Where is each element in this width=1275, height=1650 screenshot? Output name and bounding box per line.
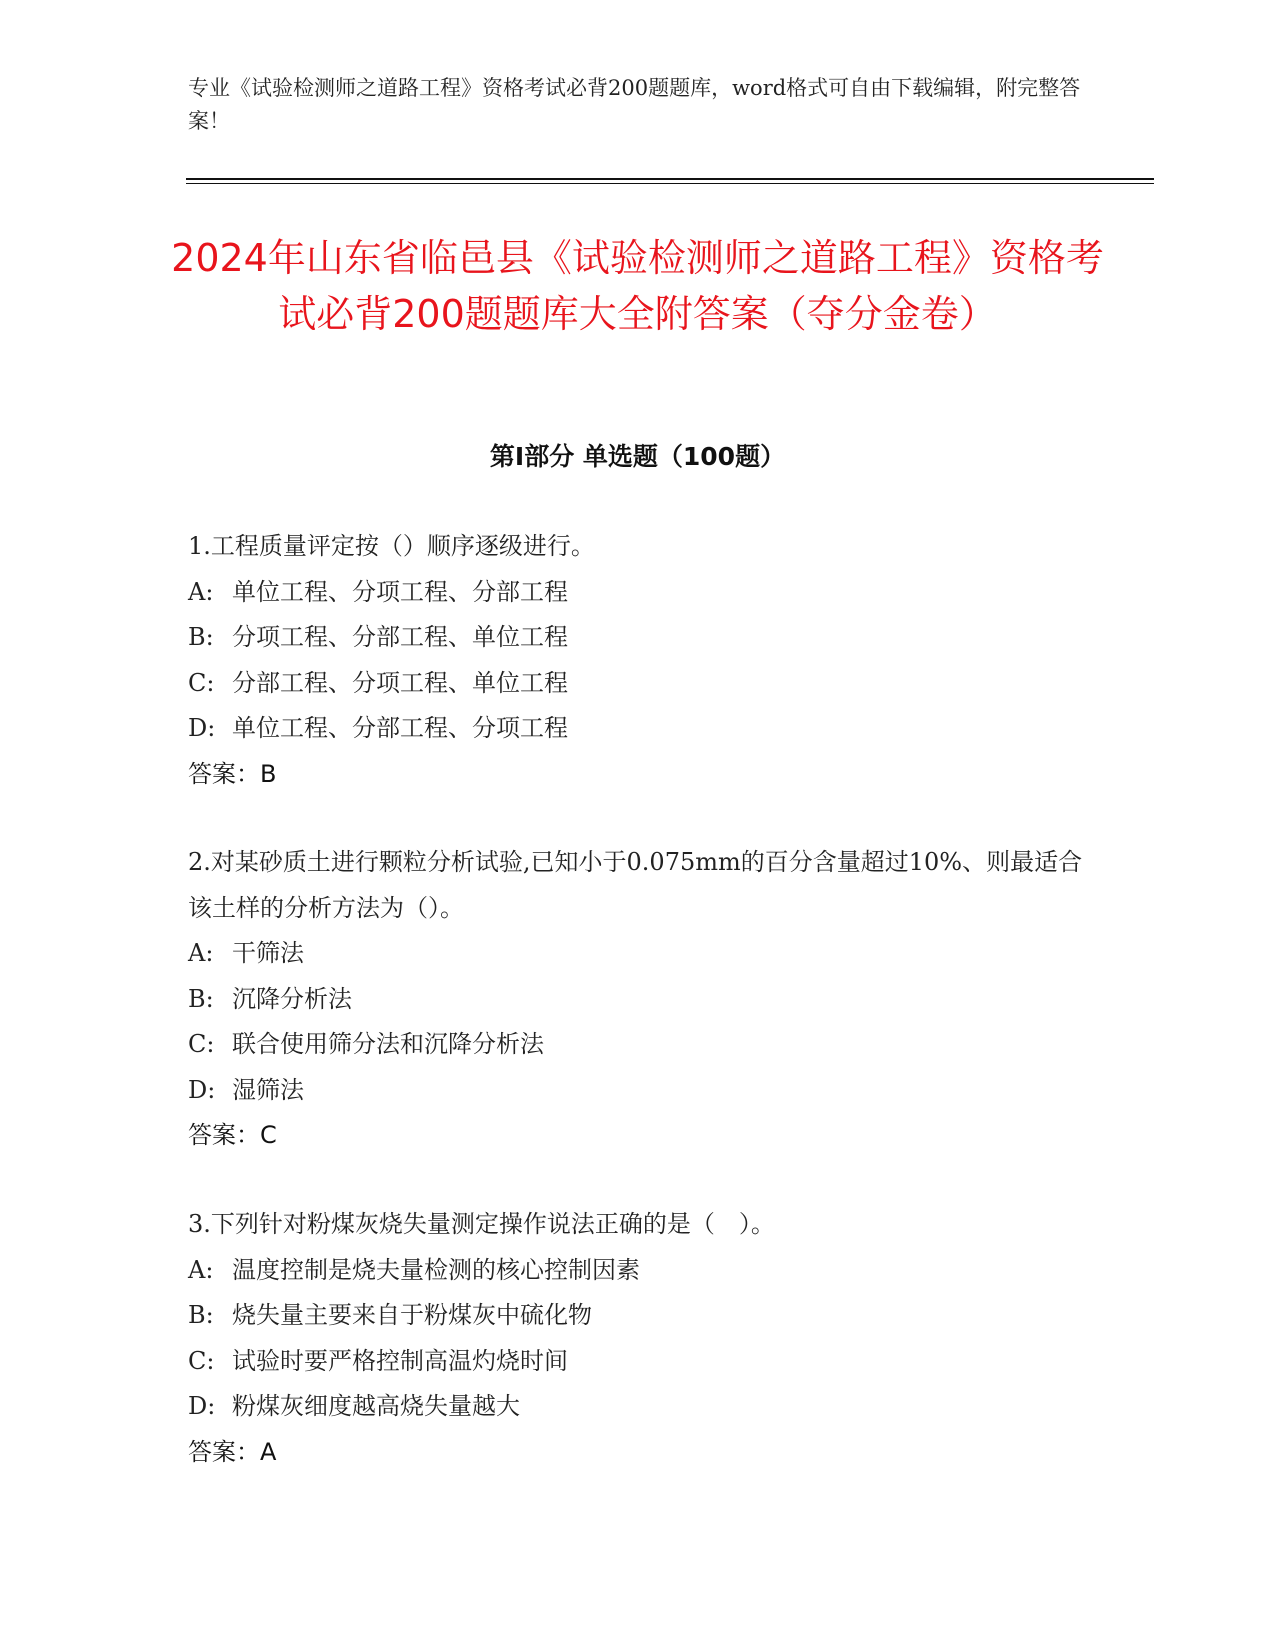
option-b: [188, 1293, 1088, 1339]
question-block: [188, 840, 1088, 1159]
option-text: 试验时要严格控制高温灼烧时间: [232, 1346, 568, 1375]
header-note: 专业《试验检测师之道路工程》资格考试必背200题题库，word格式可自由下载编辑，附完整答案！: [188, 76, 1081, 133]
header-divider-thin: [186, 183, 1154, 184]
answer-line: 答案：A: [188, 1437, 277, 1466]
question-stem: 1.工程质量评定按（）顺序逐级进行。: [188, 532, 595, 560]
option-letter: C:: [188, 1030, 215, 1058]
option-a: [188, 931, 1088, 977]
option-d: [188, 706, 1088, 752]
option-text: 温度控制是烧夫量检测的核心控制因素: [232, 1255, 640, 1284]
option-letter: A:: [188, 577, 214, 606]
header-divider-thick: [186, 178, 1154, 180]
question-stem: 2.对某砂质土进行颗粒分析试验,已知小于0.075mm的百分含量超过10%、则最适合该土样的分析方法为（）。: [188, 848, 1083, 922]
option-b: [188, 977, 1088, 1023]
option-a: [188, 1248, 1088, 1294]
option-c: [188, 1339, 1088, 1385]
option-letter: C:: [188, 1346, 215, 1375]
option-letter: B:: [188, 623, 214, 651]
option-c: [188, 661, 1088, 707]
question-block: [188, 1202, 1088, 1475]
option-d: [188, 1068, 1088, 1114]
section-title: 第Ⅰ部分 单选题（100题）: [489, 442, 786, 471]
option-letter: B:: [188, 1301, 214, 1329]
option-b: [188, 615, 1088, 661]
option-text: 沉降分析法: [232, 984, 352, 1013]
option-text: 单位工程、分项工程、分部工程: [232, 577, 568, 606]
option-text: 干筛法: [232, 939, 304, 967]
option-text: 粉煤灰细度越高烧失量越大: [232, 1392, 520, 1420]
option-a: [188, 570, 1088, 616]
answer-line: 答案：C: [188, 1121, 277, 1149]
option-letter: D:: [188, 1392, 216, 1420]
question-block: [188, 524, 1088, 797]
option-letter: C:: [188, 668, 215, 697]
option-letter: A:: [188, 1255, 214, 1284]
option-d: [188, 1384, 1088, 1430]
option-text: 分部工程、分项工程、单位工程: [232, 668, 568, 697]
option-c: [188, 1022, 1088, 1068]
option-letter: B:: [188, 984, 214, 1013]
option-letter: D:: [188, 714, 216, 742]
document-title: 2024年山东省临邑县《试验检测师之道路工程》资格考试必背200题题库大全附答案（夺分金卷）: [171, 236, 1104, 336]
answer-line: 答案：B: [188, 759, 277, 788]
question-stem: 3.下列针对粉煤灰烧失量测定操作说法正确的是（ ）。: [188, 1210, 775, 1238]
option-text: 联合使用筛分法和沉降分析法: [232, 1030, 544, 1058]
option-text: 湿筛法: [232, 1075, 304, 1104]
option-text: 烧失量主要来自于粉煤灰中硫化物: [232, 1301, 592, 1329]
option-letter: D:: [188, 1075, 216, 1104]
option-letter: A:: [188, 939, 214, 967]
option-text: 单位工程、分部工程、分项工程: [232, 714, 568, 742]
option-text: 分项工程、分部工程、单位工程: [232, 623, 568, 651]
